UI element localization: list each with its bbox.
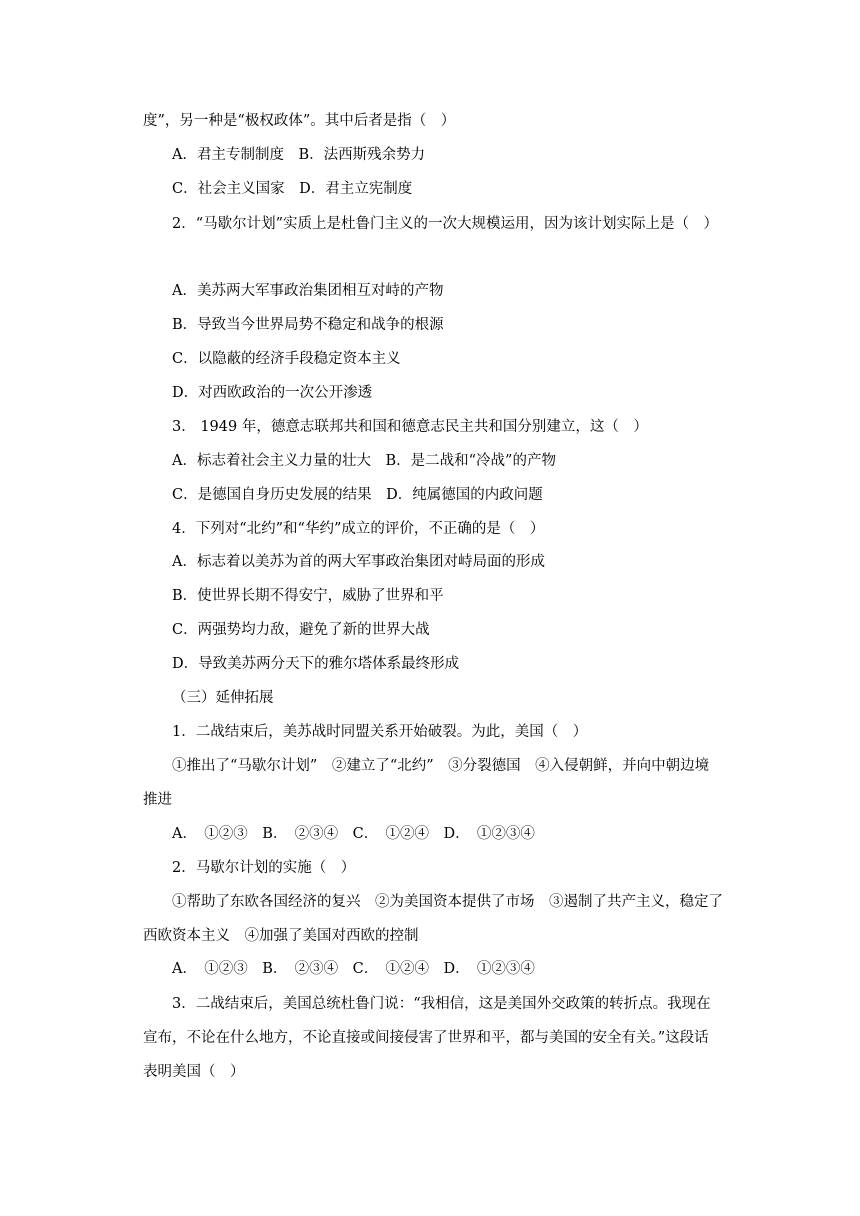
q3-stem: 3． 1949 年，德意志联邦共和国和德意志民主共和国分别建立，这（ ）: [172, 419, 648, 435]
q3-options-ab: A．标志着社会主义力量的壮大 B．是二战和“冷战”的产物: [172, 453, 556, 469]
q1-options-ab: A．君主专制制度 B．法西斯残余势力: [172, 147, 426, 163]
q4-option-c: C．两强势均力敌，避免了新的世界大战: [172, 622, 430, 638]
q2-option-b: B．导致当今世界局势不稳定和战争的根源: [172, 317, 444, 333]
q2-option-a: A．美苏两大军事政治集团相互对峙的产物: [172, 283, 444, 299]
ext-q3-stem: 3．二战结束后，美国总统杜鲁门说：“我相信，这是美国外交政策的转折点。我现在宣布，不论在什么地方，不论直接或间接侵害了世界和平，都与美国的安全有关。”这段话表明美国（ ）: [143, 996, 711, 1080]
ext-q1-options: A． ①②③ B． ②③④ C． ①②④ D． ①②③④: [172, 826, 535, 842]
ext-q1-stem: 1．二战结束后，美苏战时同盟关系开始破裂。为此，美国（ ）: [172, 724, 588, 740]
q2-stem: 2．“马歇尔计划”实质上是杜鲁门主义的一次大规模运用，因为该计划实际上是（ ）: [172, 216, 719, 232]
q2-option-d: D．对西欧政治的一次公开渗透: [172, 385, 373, 401]
ext-q2-items: ①帮助了东欧各国经济的复兴 ②为美国资本提供了市场 ③遏制了共产主义，稳定了西欧资本主义 ④加强了美国对西欧的控制: [143, 894, 723, 944]
q1-options-cd: C．社会主义国家 D．君主立宪制度: [172, 181, 413, 197]
question-stem-continuation: 度”，另一种是“极权政体”。其中后者是指（ ）: [143, 113, 456, 129]
q3-options-cd: C．是德国自身历史发展的结果 D．纯属德国的内政问题: [172, 487, 543, 503]
q4-stem: 4．下列对“北约”和“华约”成立的评价，不正确的是（ ）: [172, 521, 545, 537]
ext-q2-options: A． ①②③ B． ②③④ C． ①②④ D． ①②③④: [172, 961, 535, 977]
q4-option-a: A．标志着以美苏为首的两大军事政治集团对峙局面的形成: [172, 554, 545, 570]
section-heading-extension: （三）延伸拓展: [172, 690, 274, 706]
q4-option-b: B．使世界长期不得安宁，威胁了世界和平: [172, 588, 444, 604]
q4-option-d: D．导致美苏两分天下的雅尔塔体系最终形成: [172, 656, 460, 672]
q2-option-c: C．以隐蔽的经济手段稳定资本主义: [172, 351, 401, 367]
ext-q2-stem: 2．马歇尔计划的实施（ ）: [172, 860, 356, 876]
ext-q1-items: ①推出了“马歇尔计划” ②建立了“北约” ③分裂德国 ④入侵朝鲜，并向中朝边境推进: [143, 758, 710, 808]
